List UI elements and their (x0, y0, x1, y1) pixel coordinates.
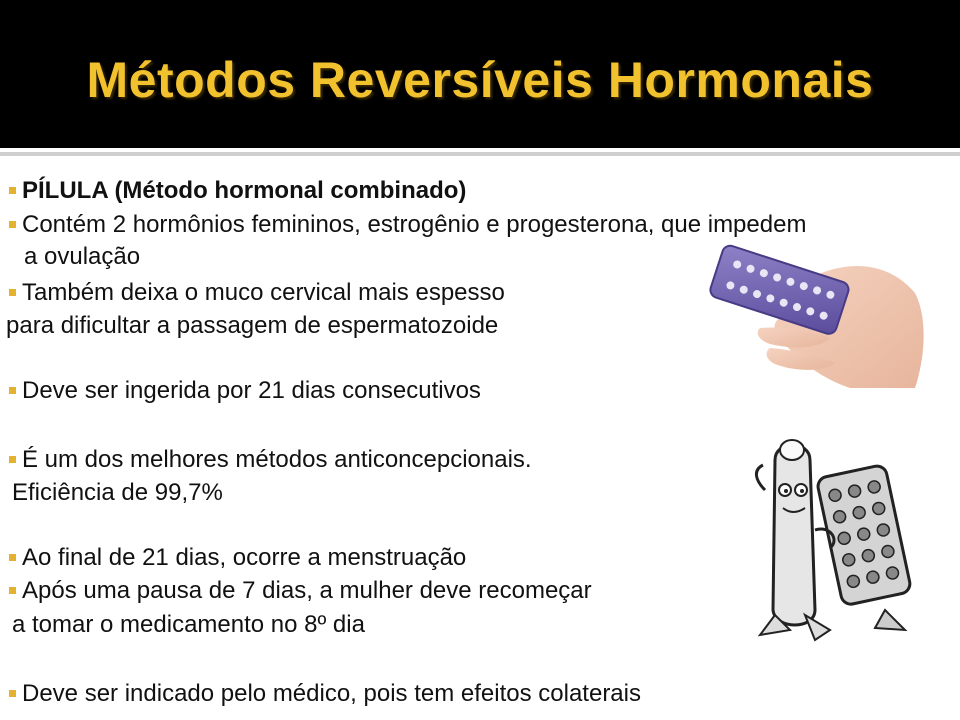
bullet-icon (9, 289, 16, 296)
pill-pack-hand-image (700, 238, 928, 388)
list-item: Ao final de 21 dias, ocorre a menstruação (0, 543, 466, 573)
list-item: Após uma pausa de 7 dias, a mulher deve recomeçar (0, 576, 592, 606)
list-item: É um dos melhores métodos anticoncepcionais. (0, 445, 532, 475)
list-item: Deve ser indicado pelo médico, pois tem efeitos colaterais (0, 679, 641, 709)
list-item-continuation: a tomar o medicamento no 8º dia (12, 611, 365, 638)
bullet-icon (9, 587, 16, 594)
bullet-icon (9, 690, 16, 697)
slide-title: Métodos Reversíveis Hormonais (86, 52, 874, 108)
list-item-continuation: Eficiência de 99,7% (12, 479, 223, 506)
list-item: Também deixa o muco cervical mais espesso (0, 278, 505, 308)
list-item: Deve ser ingerida por 21 dias consecutivos (0, 376, 481, 406)
list-item-continuation: para dificultar a passagem de espermatozoide (6, 312, 499, 339)
list-item-continuation: a ovulação (24, 243, 141, 270)
list-item: Contém 2 hormônios femininos, estrogênio e progesterona, que impedem (0, 210, 806, 240)
bullet-icon (9, 187, 16, 194)
bullet-icon (9, 221, 16, 228)
divider (0, 152, 960, 156)
bullet-icon (9, 456, 16, 463)
condom-pill-cartoon-image (735, 430, 935, 660)
bullet-icon (9, 554, 16, 561)
list-item: PÍLULA (Método hormonal combinado) (0, 176, 466, 206)
title-bar (0, 0, 960, 148)
bullet-icon (9, 387, 16, 394)
